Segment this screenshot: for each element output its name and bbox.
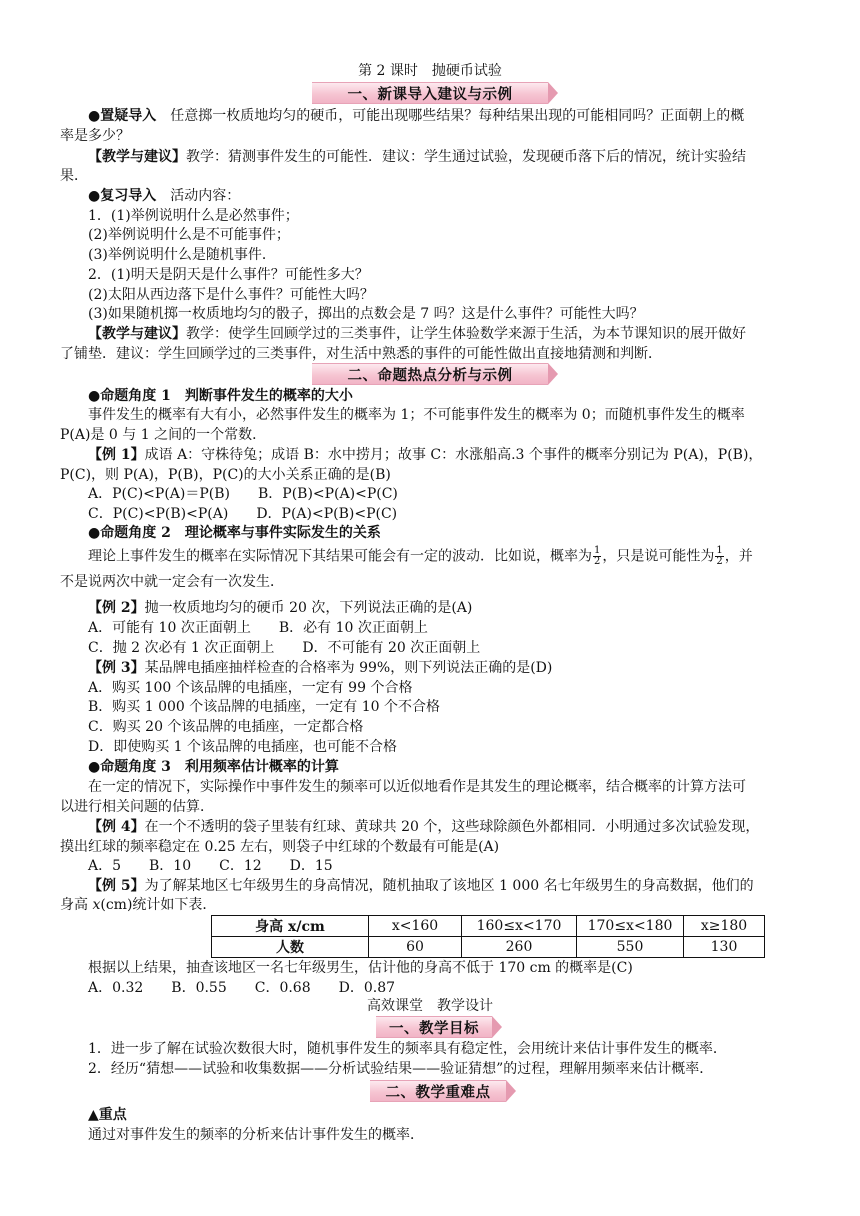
angle-3-text-cont: 以进行相关问题的估算． (60, 799, 214, 815)
section-banner-hotspots (312, 363, 548, 385)
angle-2-text: 理论上事件发生的概率在实际情况下其结果可能会有一定的波动．比如说，概率为 $\frac{1}{2}$ ，只是说可能性为 $\frac{1}{2}$ ，并 (88, 545, 753, 567)
example-3-option: D．即使购买 1 个该品牌的电插座，也可能不合格 (88, 739, 398, 755)
example-1-cont: P(C)，则 P(A)，P(B)，P(C)的大小关系正确的是(B) (60, 467, 391, 483)
table-row (212, 937, 765, 958)
example-4-cont: 摸出红球的频率稳定在 0.25 左右，则袋子中红球的个数最有可能是(A) (60, 839, 500, 855)
example-2-options: C．抛 2 次必有 1 次正面朝上 D．不可能有 20 次正面朝上 (88, 640, 481, 656)
banner-text: 一、新课导入建议与示例 (347, 85, 513, 103)
angle-1-heading: ●命题角度 1 判断事件发生的概率的大小 (88, 388, 353, 404)
section-banner-goals (376, 1016, 492, 1038)
example-2: 【例 2】抛一枚质地均匀的硬币 20 次，下列说法正确的是(A) (88, 600, 473, 616)
review-item: 2．(1)明天是阴天是什么事件？可能性多大？ (88, 267, 369, 283)
example-3: 【例 3】某品牌电插座抽样检查的合格率为 99%，则下列说法正确的是(D) (88, 660, 553, 676)
table-header-cell: 160≤x<170 (462, 916, 577, 937)
teach-tip-2: 【教学与建议】教学：使学生回顾学过的三类事件，让学生体验数学来源于生活，为本节课知识的展开做好 (88, 326, 746, 342)
key-point-text: 通过对事件发生的频率的分析来估计事件发生的概率． (88, 1127, 424, 1143)
table-row (212, 916, 765, 937)
angle-1-text: 事件发生的概率有大有小，必然事件发生的概率为 1；不可能事件发生的概率为 0；而随机事件发生的概率 (88, 407, 745, 423)
table-row-label: 人数 (212, 937, 369, 958)
example-5-cont: 身高 x(cm)统计如下表． (60, 897, 217, 913)
review-item: (2)太阳从西边落下是什么事件？可能性大吗？ (88, 287, 374, 303)
review-intro: ●复习导入 活动内容： (88, 188, 241, 204)
table-cell: 130 (684, 937, 765, 958)
section-banner-intro (312, 82, 548, 104)
teach-tip-1: 【教学与建议】教学：猜测事件发生的可能性．建议：学生通过试验，发现硬币落下后的情况，统计实验结 (88, 149, 746, 165)
banner-text: 二、教学重难点 (385, 1083, 491, 1101)
example-4: 【例 4】在一个不透明的袋子里装有红球、黄球共 20 个，这些球除颜色外都相同．小明通过多次试验发现， (88, 819, 760, 835)
intro-question: ●置疑导入 任意掷一枚质地均匀的硬币，可能出现哪些结果？每种结果出现的可能相同吗？正面朝上的概 (88, 108, 745, 124)
banner-text: 二、命题热点分析与示例 (347, 366, 513, 384)
table-header-cell: x<160 (369, 916, 462, 937)
table-header-cell: 身高 x/cm (212, 916, 369, 937)
design-title: 高效课堂 教学设计 (367, 998, 493, 1014)
banner-text: 一、教学目标 (389, 1019, 479, 1037)
table-cell: 550 (577, 937, 684, 958)
example-1-options: C．P(C)<P(B)<P(A) D．P(A)<P(B)<P(C) (88, 506, 398, 522)
example-1-options: A．P(C)<P(A)＝P(B) B．P(B)<P(A)<P(C) (88, 486, 398, 502)
fraction-half: $\frac{1}{2}$ (716, 545, 723, 567)
lesson-title: 第 2 课时 抛硬币试验 (358, 63, 502, 79)
review-item: 1．(1)举例说明什么是必然事件； (88, 208, 299, 224)
fraction-half: $\frac{1}{2}$ (594, 545, 601, 567)
table-header-cell: x≥180 (684, 916, 765, 937)
table-cell: 260 (462, 937, 577, 958)
example-5: 【例 5】为了解某地区七年级男生的身高情况，随机抽取了该地区 1 000 名七年级男生的身高数据，他们的 (88, 878, 754, 894)
goal-item: 1．进一步了解在试验次数很大时，随机事件发生的频率具有稳定性，会用统计来估计事件发生的概率． (88, 1041, 727, 1057)
angle-1-text-cont: P(A)是 0 与 1 之间的一个常数． (60, 427, 267, 443)
angle-3-heading: ●命题角度 3 利用频率估计概率的计算 (88, 759, 339, 775)
review-item: (3)举例说明什么是随机事件． (88, 247, 276, 263)
example-5-question: 根据以上结果，抽查该地区一名七年级男生，估计他的身高不低于 170 cm 的概率是(C) (88, 960, 633, 976)
teach-tip-1-cont: 果． (60, 168, 88, 184)
teach-tip-2-cont: 了铺垫．建议：学生回顾学过的三类事件，对生活中熟悉的事件的可能性做出直接地猜测和判断． (60, 346, 662, 362)
example-3-option: B．购买 1 000 个该品牌的电插座，一定有 10 个不合格 (88, 699, 440, 715)
example-5-options: A．0.32 B．0.55 C．0.68 D．0.87 (88, 980, 396, 996)
review-item: (2)举例说明什么是不可能事件； (88, 227, 290, 243)
intro-question-cont: 率是多少？ (60, 128, 130, 144)
angle-3-text: 在一定的情况下，实际操作中事件发生的频率可以近似地看作是其发生的理论概率，结合概率的计算方法可 (88, 779, 746, 795)
example-2-options: A．可能有 10 次正面朝上 B．必有 10 次正面朝上 (88, 620, 428, 636)
example-1: 【例 1】成语 A：守株待兔；成语 B：水中捞月；故事 C：水涨船高.3 个事件的概率分别记为 P(A)，P(B)， (88, 447, 763, 463)
table-header-cell: 170≤x<180 (577, 916, 684, 937)
section-banner-keypoints (370, 1080, 506, 1102)
example-3-option: A．购买 100 个该品牌的电插座，一定有 99 个合格 (88, 680, 413, 696)
height-table (211, 915, 765, 958)
key-point-label: ▲重点 (88, 1107, 127, 1123)
example-4-options: A．5 B．10 C．12 D．15 (88, 858, 333, 874)
angle-2-heading: ●命题角度 2 理论概率与事件实际发生的关系 (88, 525, 381, 541)
goal-item: 2．经历“猜想——试验和收集数据——分析试验结果——验证猜想”的过程，理解用频率来估计概率． (88, 1061, 714, 1077)
table-cell: 60 (369, 937, 462, 958)
example-3-option: C．购买 20 个该品牌的电插座，一定都合格 (88, 719, 364, 735)
review-item: (3)如果随机掷一枚质地均匀的骰子，掷出的点数会是 7 吗？这是什么事件？可能性大吗？ (88, 306, 644, 322)
angle-2-text-cont: 不是说两次中就一定会有一次发生． (60, 574, 284, 590)
